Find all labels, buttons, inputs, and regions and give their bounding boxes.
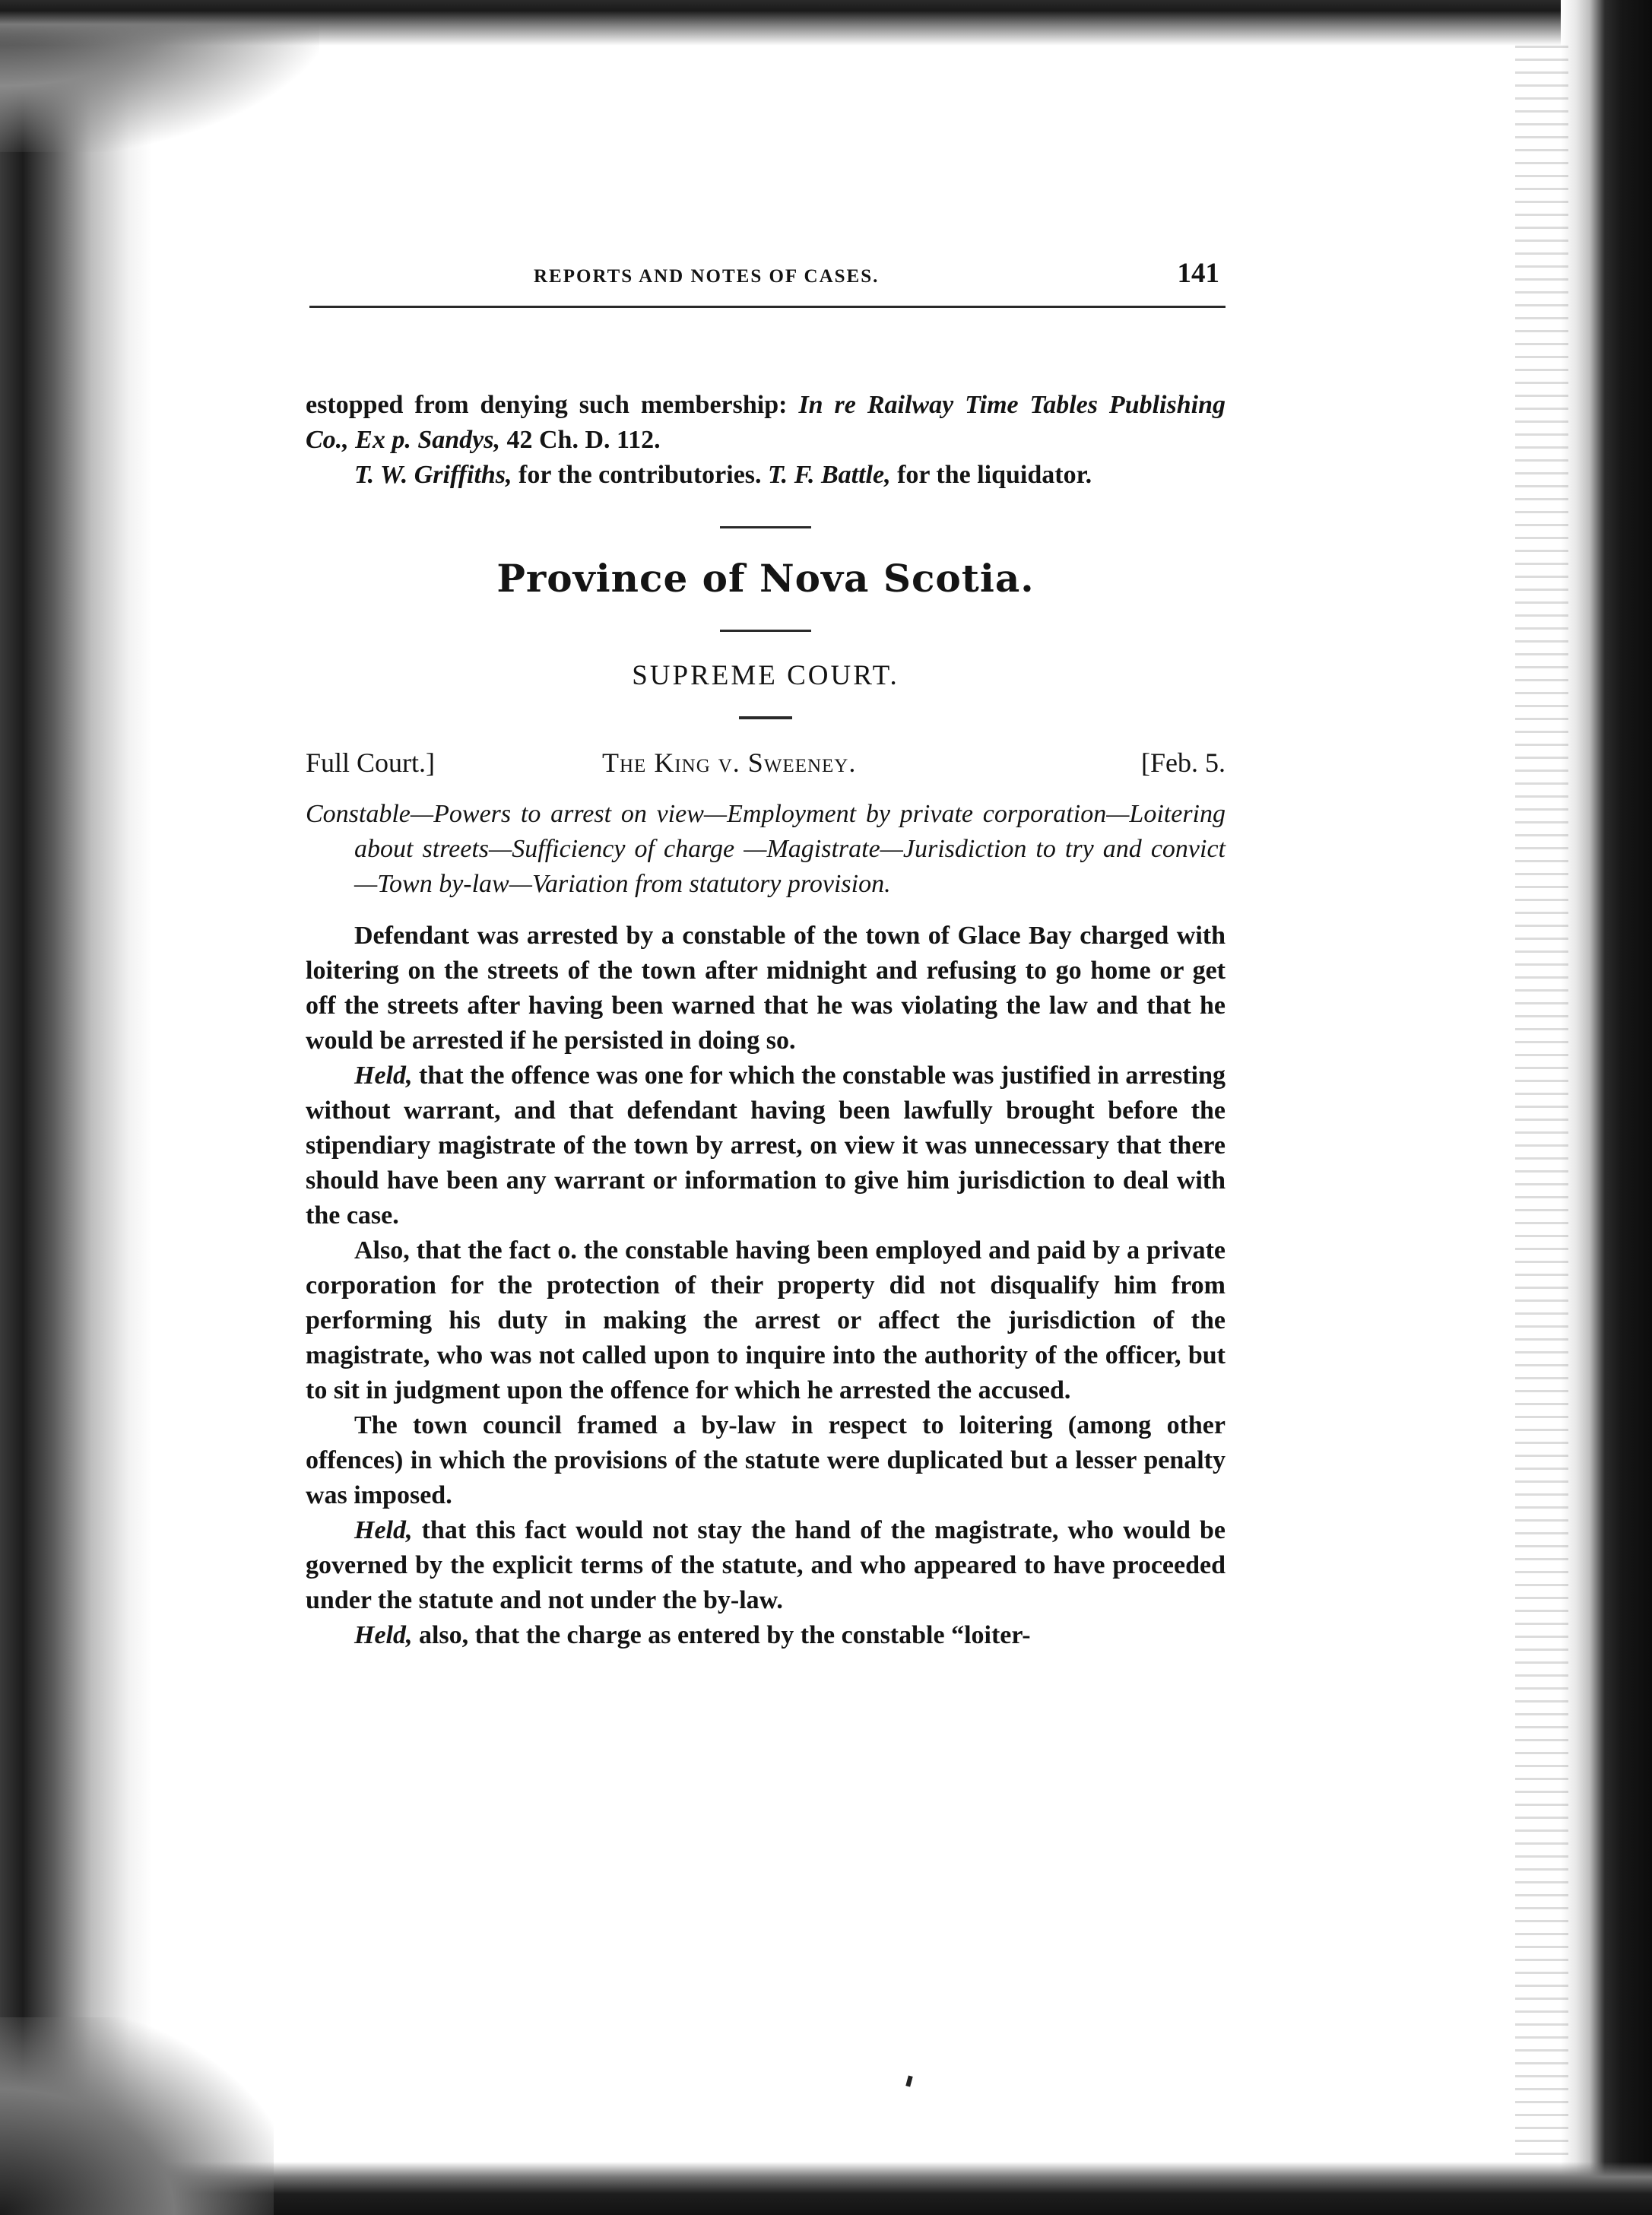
counsel-role: for the liquidator. [890, 461, 1092, 489]
case-title: The King v. Sweeney. [602, 747, 857, 778]
paragraph: Also, that the fact o. the constable having been employed and paid by a private corporation for the protection of their property did not disqualify him from performing his duty in making the arrest or affect the jurisdiction of the magistrate, who was not called upon to inquire into the authority of the officer, but to sit in judgment upon the offence for which he arrested the accused. [306, 1236, 1226, 1404]
paragraph [306, 1513, 1226, 1618]
paragraph [306, 1618, 1226, 1653]
counsel-name: T. W. Griffiths, [354, 461, 512, 489]
case-date: [Feb. 5. [1141, 747, 1226, 778]
scan-shadow-bottom-left [0, 2017, 274, 2215]
document-page [306, 251, 1226, 1653]
headnote: Constable—Powers to arrest on view—Employment by private corporation—Loitering about streets—Sufficiency of charge —Magistrate—Jurisdiction to try and convict—Town by-law—Variation from statutory provision. [306, 800, 1226, 898]
held-lead: Held, [354, 1516, 413, 1544]
continued-paragraph [306, 388, 1226, 493]
scan-shadow-left [0, 0, 152, 2215]
ink-speck [905, 2075, 912, 2086]
paragraph-text: that the offence was one for which the constable was justified in arresting without warrant, and that defendant having been lawfully brought before the stipendiary magistrate of the town by arrest, on view it was unnecessary that there should have been any warrant or information to give him jurisdiction to deal with the case. [306, 1061, 1226, 1230]
continued-text: estopped from denying such membership: [306, 391, 799, 419]
counsel-role: for the contributories. [512, 461, 769, 489]
province-heading: Province of Nova Scotia. [496, 556, 1035, 601]
paragraph-text: also, that the charge as entered by the constable “loiter- [412, 1621, 1031, 1649]
court-label: Full Court.] [306, 747, 436, 778]
case-body [306, 919, 1226, 1653]
scan-speckle-right [1515, 46, 1568, 2159]
court-heading: SUPREME COURT. [632, 660, 899, 691]
running-head: REPORTS AND NOTES OF CASES. [534, 266, 880, 287]
paragraph-text: that this fact would not stay the hand of the magistrate, who would be governed by the explicit terms of the statute, and who appeared to have proceeded under the statute and not under the by-law. [306, 1516, 1226, 1614]
header-rule [309, 306, 1226, 308]
section-divider [720, 526, 811, 528]
page-header [306, 251, 1226, 297]
paragraph [306, 1058, 1226, 1233]
held-lead: Held, [354, 1061, 413, 1090]
section-divider [720, 630, 811, 632]
held-lead: Held, [354, 1621, 413, 1649]
scan-shadow-right [1561, 0, 1652, 2215]
case-citation: In re Railway Time Tables Publishing Co., Ex p. Sandys, [306, 391, 1226, 454]
case-caption [306, 747, 1226, 786]
counsel-name: T. F. Battle, [768, 461, 891, 489]
page-number: 141 [1177, 258, 1219, 289]
paragraph: The town council framed a by-law in respect to loitering (among other offences) in which the provisions of the statute were duplicated but a lesser penalty was imposed. [306, 1411, 1226, 1509]
section-divider [739, 716, 792, 719]
paragraph: Defendant was arrested by a constable of the town of Glace Bay charged with loitering on the streets of the town after midnight and refusing to go home or get off the streets after having been warned that he was violating the law and that he would be arrested if he persisted in doing so. [306, 922, 1226, 1055]
case-reference: 42 Ch. D. 112. [500, 426, 661, 454]
scan-shadow-top [0, 0, 1652, 46]
counsel-line [306, 458, 1226, 493]
